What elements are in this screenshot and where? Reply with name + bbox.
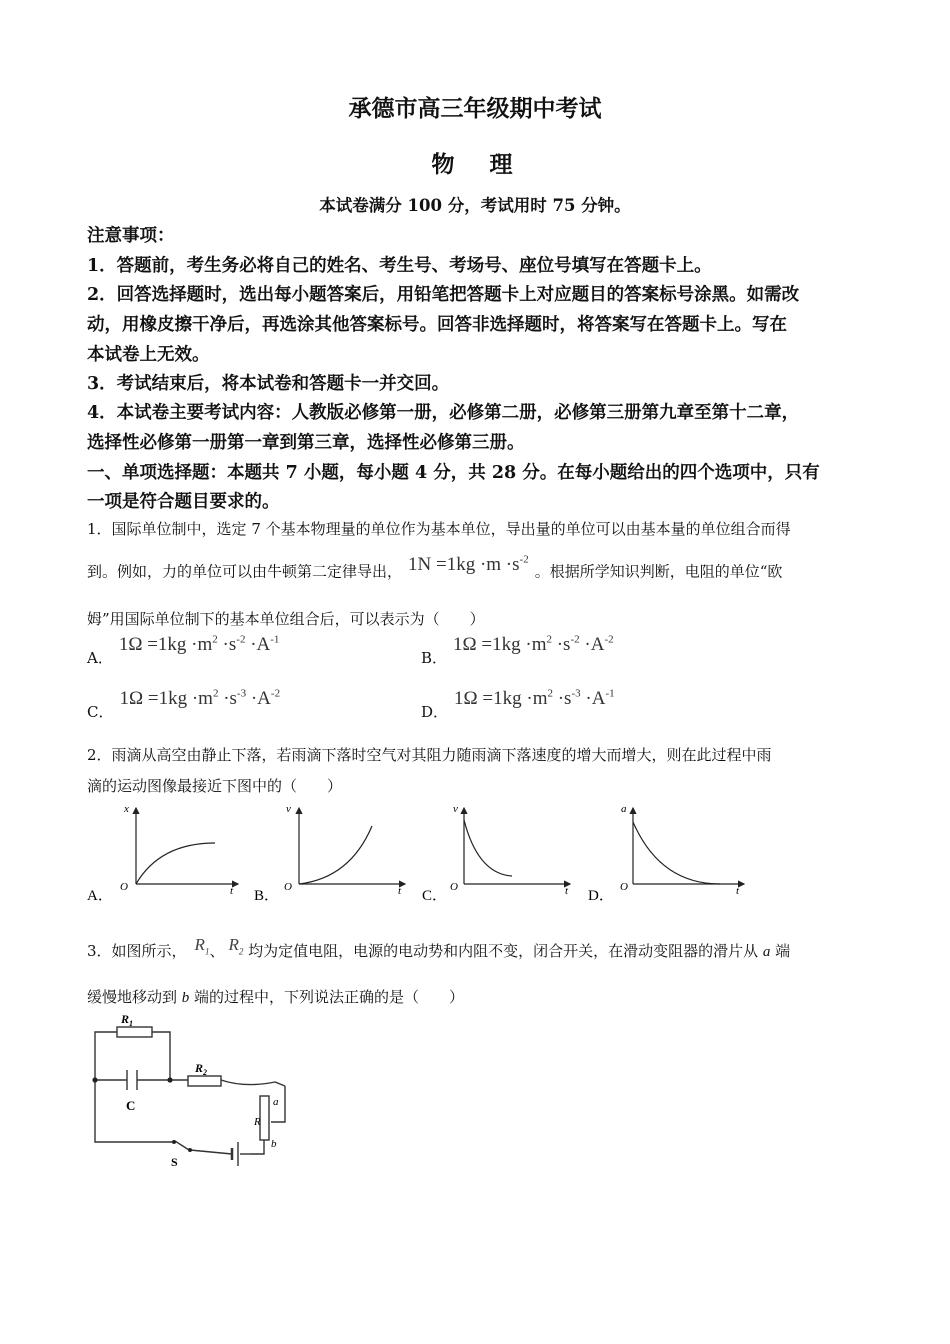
label-r1: $R_1$: [121, 1012, 134, 1028]
graph-d[interactable]: [588, 803, 744, 904]
note-line: 4．本试卷主要考试内容：人教版必修第一册，必修第二册，必修第三册第九章至第十二章，: [87, 403, 800, 423]
graph-a-xlabel: t: [230, 885, 234, 897]
note-line: 2．回答选择题时，选出每小题答案后，用铅笔把答题卡上对应题目的答案标号涂黑。如需改: [87, 285, 800, 305]
section-heading-cont: 一项是符合题目要求的。: [87, 492, 280, 512]
q3-b: b: [181, 990, 190, 1006]
q1-line1: 1．国际单位制中，选定 7 个基本物理量的单位作为基本单位，导出量的单位可以由基本量的单位组合而得: [87, 520, 791, 538]
q3-end1: 端: [770, 942, 791, 960]
q1-line2-post: 。根据所学知识判断，电阻的单位“欧: [534, 562, 783, 581]
q2-line1: 2．雨滴从高空由静止下落，若雨滴下落时空气对其阻力随雨滴下落速度的增大而增大，则在此过程中雨: [87, 746, 772, 764]
q3-prefix: 3．如图所示，: [87, 942, 187, 960]
q2-graphs: [80, 798, 760, 910]
exam-info: 本试卷满分 100 分，考试用时 75 分钟。: [319, 196, 631, 215]
option-c-label: C．: [87, 703, 114, 722]
rheostat-r: [260, 1096, 269, 1140]
notes-heading: 注意事项：: [87, 226, 175, 246]
r1-symbol: $R_1$: [194, 935, 210, 957]
graph-d-xlabel: t: [736, 885, 740, 897]
q1-line2: [87, 554, 783, 582]
q1-line2-pre: 到。例如，力的单位可以由牛顿第二定律导出，: [87, 562, 403, 581]
option-a-label: A．: [87, 649, 113, 668]
graph-c[interactable]: [422, 803, 570, 904]
graph-a[interactable]: [87, 803, 238, 904]
note-line: 1．答题前，考生务必将自己的姓名、考生号、考场号、座位号填写在答题卡上。: [87, 256, 712, 276]
q3-line1: [87, 935, 791, 962]
graph-b-xlabel: t: [398, 885, 402, 897]
section-heading: 一、单项选择题：本题共 7 小题，每小题 4 分，共 28 分。在每小题给出的四个选项中，只有: [87, 463, 820, 483]
graph-d-ylabel: a: [621, 803, 627, 815]
exam-title: 承德市高三年级期中考试: [348, 95, 602, 122]
note-line: 本试卷上无效。: [87, 345, 210, 365]
graph-a-ylabel: x: [124, 803, 129, 815]
option-a-formula: $1\Omega =1kg \cdot m^2 \cdot s^{-2} \cdot A^{-1}$: [118, 634, 280, 656]
label-c: C: [126, 1098, 136, 1113]
r2-symbol: $R_2$: [228, 935, 244, 957]
graph-a-label: A．: [87, 888, 113, 904]
q3-line2-post: 端的过程中，下列说法正确的是（ ）: [189, 988, 465, 1006]
option-d-label: D．: [421, 703, 449, 722]
option-b[interactable]: [421, 634, 614, 668]
q3-sep: 、: [209, 942, 225, 960]
newton-formula: [408, 554, 529, 575]
junction-left: [92, 1077, 97, 1082]
graph-d-curve: [633, 822, 720, 884]
label-s: S: [171, 1155, 178, 1169]
option-d[interactable]: [421, 688, 615, 722]
q3-line2-pre: 缓慢地移动到: [87, 988, 182, 1006]
wire-rheostat-bottom: [250, 1140, 264, 1154]
wire-r1-right: [152, 1032, 170, 1080]
option-b-label: B．: [421, 649, 448, 668]
option-a[interactable]: [87, 634, 280, 668]
graph-c-origin: O: [450, 881, 458, 893]
graph-c-ylabel: v: [453, 803, 458, 815]
q2-line2: 滴的运动图像最接近下图中的（ ）: [87, 777, 343, 795]
label-b: b: [271, 1138, 277, 1150]
option-b-formula: $1\Omega =1kg \cdot m^2 \cdot s^{-2} \cdot A^{-2}$: [453, 634, 614, 656]
junction-right: [167, 1077, 172, 1082]
subject-title: 物 理: [431, 151, 519, 178]
label-r2: $R_2$: [195, 1061, 208, 1077]
switch-blade: [175, 1141, 189, 1150]
graph-a-curve: [136, 843, 215, 884]
wire-r1-left: [95, 1032, 117, 1080]
label-r: R: [254, 1116, 261, 1128]
graph-a-origin: O: [120, 881, 128, 893]
q3-circuit: [85, 1008, 315, 1173]
option-c-formula: $1\Omega =1kg \cdot m^2 \cdot s^{-3} \cdot A^{-2}$: [119, 688, 281, 710]
q3-line2: [87, 986, 464, 1007]
graph-b-origin: O: [284, 881, 292, 893]
q3-mid: 均为定值电阻，电源的电动势和内阻不变，闭合开关，在滑动变阻器的滑片从: [243, 942, 763, 960]
graph-c-curve: [464, 820, 512, 876]
switch-pivot: [188, 1148, 192, 1152]
note-line: 选择性必修第一册第一章到第三章，选择性必修第三册。: [87, 433, 525, 453]
graph-b-label: B．: [254, 888, 280, 904]
newton-formula-main: 1N =1kg ·m ·s: [408, 554, 520, 576]
wire-r2-right: [221, 1080, 285, 1086]
wire-battery-left: [190, 1150, 232, 1154]
graph-b-ylabel: v: [286, 803, 291, 815]
note-line: 3．考试结束后，将本试卷和答题卡一并交回。: [87, 374, 450, 394]
label-a: a: [273, 1096, 279, 1108]
graph-d-origin: O: [620, 881, 628, 893]
resistor-r2: [188, 1076, 221, 1086]
q3-a: a: [762, 944, 771, 960]
graph-b-curve: [299, 826, 372, 884]
graph-c-xlabel: t: [565, 885, 569, 897]
graph-d-label: D．: [588, 888, 614, 904]
graph-b[interactable]: [254, 803, 405, 904]
switch-contact: [172, 1140, 176, 1144]
option-d-formula: $1\Omega =1kg \cdot m^2 \cdot s^{-3} \cdot A^{-1}$: [454, 688, 615, 710]
note-line: 动，用橡皮擦干净后，再选涂其他答案标号。回答非选择题时，将答案写在答题卡上。写在: [87, 315, 787, 335]
newton-formula-exp: -2: [519, 554, 529, 566]
graph-c-label: C．: [422, 888, 448, 904]
resistor-r1: [117, 1027, 152, 1037]
option-c[interactable]: [87, 688, 281, 722]
q1-line3: 姆”用国际单位制下的基本单位组合后，可以表示为（ ）: [87, 610, 485, 628]
